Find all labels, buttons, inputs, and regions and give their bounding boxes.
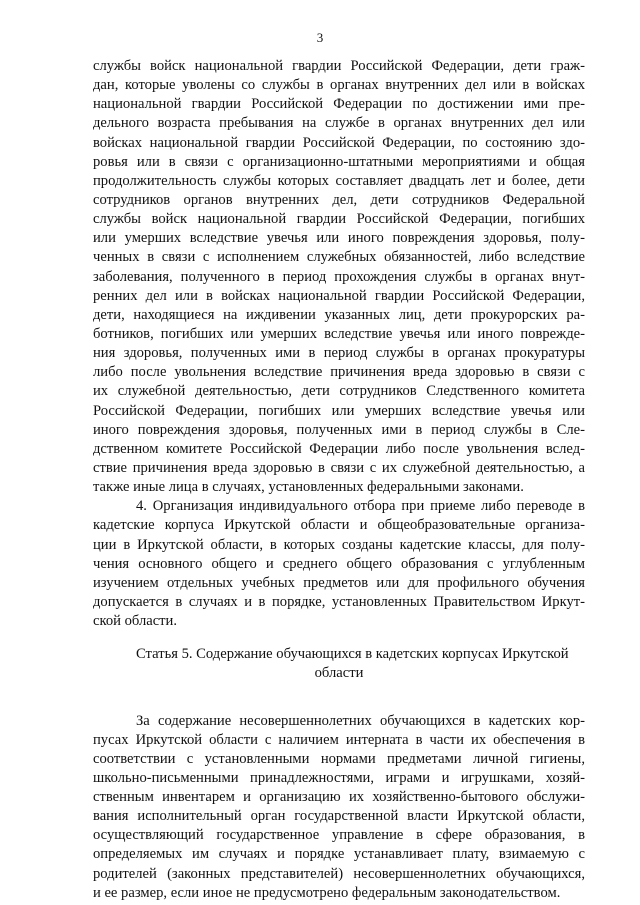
- text-line: иного повреждения здоровья, полученных ими в период службы в Сле-: [93, 421, 585, 438]
- text-line: ренних дел или в войсках национальной гвардии Российской Федерации,: [93, 287, 585, 304]
- text-line: ственным инвентарем и организацию их хозяйственно-бытового обслужи-: [93, 789, 585, 806]
- text-line: осуществляющий государственное управление в сфере образования, в: [93, 827, 585, 844]
- text-line: дственном комитете Российской Федерации либо после увольнения вслед-: [93, 440, 585, 457]
- text-line: ской области.: [93, 613, 178, 630]
- text-line: либо после увольнения вследствие причинения вреда здоровью в связи с: [93, 364, 585, 381]
- text-line: определяемых им случаях и порядке устанавливает плату, взимаемую с: [93, 846, 585, 863]
- text-line: их служебной деятельностью, дети сотрудников Следственного комитета: [93, 383, 585, 400]
- text-line: изучением отдельных учебных предметов или для профильного обучения: [93, 574, 585, 591]
- spacer: [93, 631, 585, 645]
- text-line: сотрудников органов внутренних дел, дети сотрудников Федеральной: [93, 191, 585, 208]
- article-5-text: [93, 712, 585, 903]
- text-line: вания исполнительный орган государственной власти Иркутской области,: [93, 808, 585, 825]
- paragraph-4: [93, 497, 585, 631]
- text-line: дети, находящиеся на иждивении указанных лиц, дети прокурорских ра-: [93, 306, 585, 323]
- paragraph-continuation: [93, 57, 585, 497]
- text-line: чения основного общего и среднего общего образования с углубленным: [93, 555, 585, 572]
- text-line: также иные лица в случаях, установленных федеральными законами.: [93, 479, 524, 496]
- text-line: ченных в связи с исполнением служебных обязанностей, либо вследствие: [93, 249, 585, 266]
- text-line: национальной гвардии Российской Федерации по достижении ими пре-: [93, 96, 585, 113]
- text-line: допускается в случаях и в порядке, установленных Правительством Иркут-: [93, 593, 585, 610]
- text-line: и ее размер, если иное не предусмотрено федеральным законодательством.: [93, 884, 561, 901]
- text-line: ции в Иркутской области, в которых созданы кадетские классы, для полу-: [93, 536, 585, 553]
- text-line: продолжительность службы которых составляет двадцать лет и более, дети: [93, 172, 585, 189]
- text-line: ботников, погибших или умерших вследствие увечья или иного поврежде-: [93, 325, 585, 342]
- article-heading-line: области: [314, 665, 364, 682]
- text-line: дельного возраста пребывания на службе в органах внутренних дел или: [93, 115, 585, 132]
- article-5-heading: [93, 645, 585, 683]
- document-body: [93, 57, 585, 903]
- text-line: службы войск национальной гвардии Российской Федерации, дети граж-: [93, 58, 585, 74]
- text-line: 4. Организация индивидуального отбора при приеме либо переводе в: [136, 498, 585, 515]
- text-line: школьно-письменными принадлежностями, играми и игрушками, хозяй-: [93, 769, 585, 786]
- page-number: 3: [316, 30, 324, 45]
- text-line: дан, которые уволены со службы в органах внутренних дел или в войсках: [93, 77, 585, 94]
- text-line: ния здоровья, полученных ими в период службы в органах прокуратуры: [93, 345, 585, 362]
- text-line: или умерших вследствие увечья или иного повреждения здоровья, полу-: [93, 230, 585, 247]
- text-line: ствие причинения вреда здоровью в связи с их служебной деятельностью, а: [93, 459, 585, 476]
- text-line: пусах Иркутской области с наличием интерната в части их обеспечения в: [93, 731, 585, 748]
- spacer: [93, 684, 585, 712]
- text-line: За содержание несовершеннолетних обучающихся в кадетских кор-: [136, 712, 585, 729]
- text-line: кадетские корпуса Иркутской области и общеобразовательные организа-: [93, 517, 585, 534]
- article-heading-line: Статья 5. Содержание обучающихся в кадетских корпусах Иркутской: [136, 646, 569, 663]
- text-line: соответствии с установленными нормами предметами личной гигиены,: [93, 750, 585, 767]
- text-line: ровья или в связи с организационно-штатными мероприятиями и общая: [93, 153, 585, 170]
- text-line: заболевания, полученного в период прохождения службы в органах внут-: [93, 268, 585, 285]
- text-line: службы войск национальной гвардии Российской Федерации, погибших: [93, 211, 585, 228]
- text-line: Российской Федерации, погибших или умерших вследствие увечья или: [93, 402, 585, 419]
- text-line: войсках национальной гвардии Российской Федерации, по состоянию здо-: [93, 134, 585, 151]
- text-line: родителей (законных представителей) несовершеннолетних обучающихся,: [93, 865, 585, 882]
